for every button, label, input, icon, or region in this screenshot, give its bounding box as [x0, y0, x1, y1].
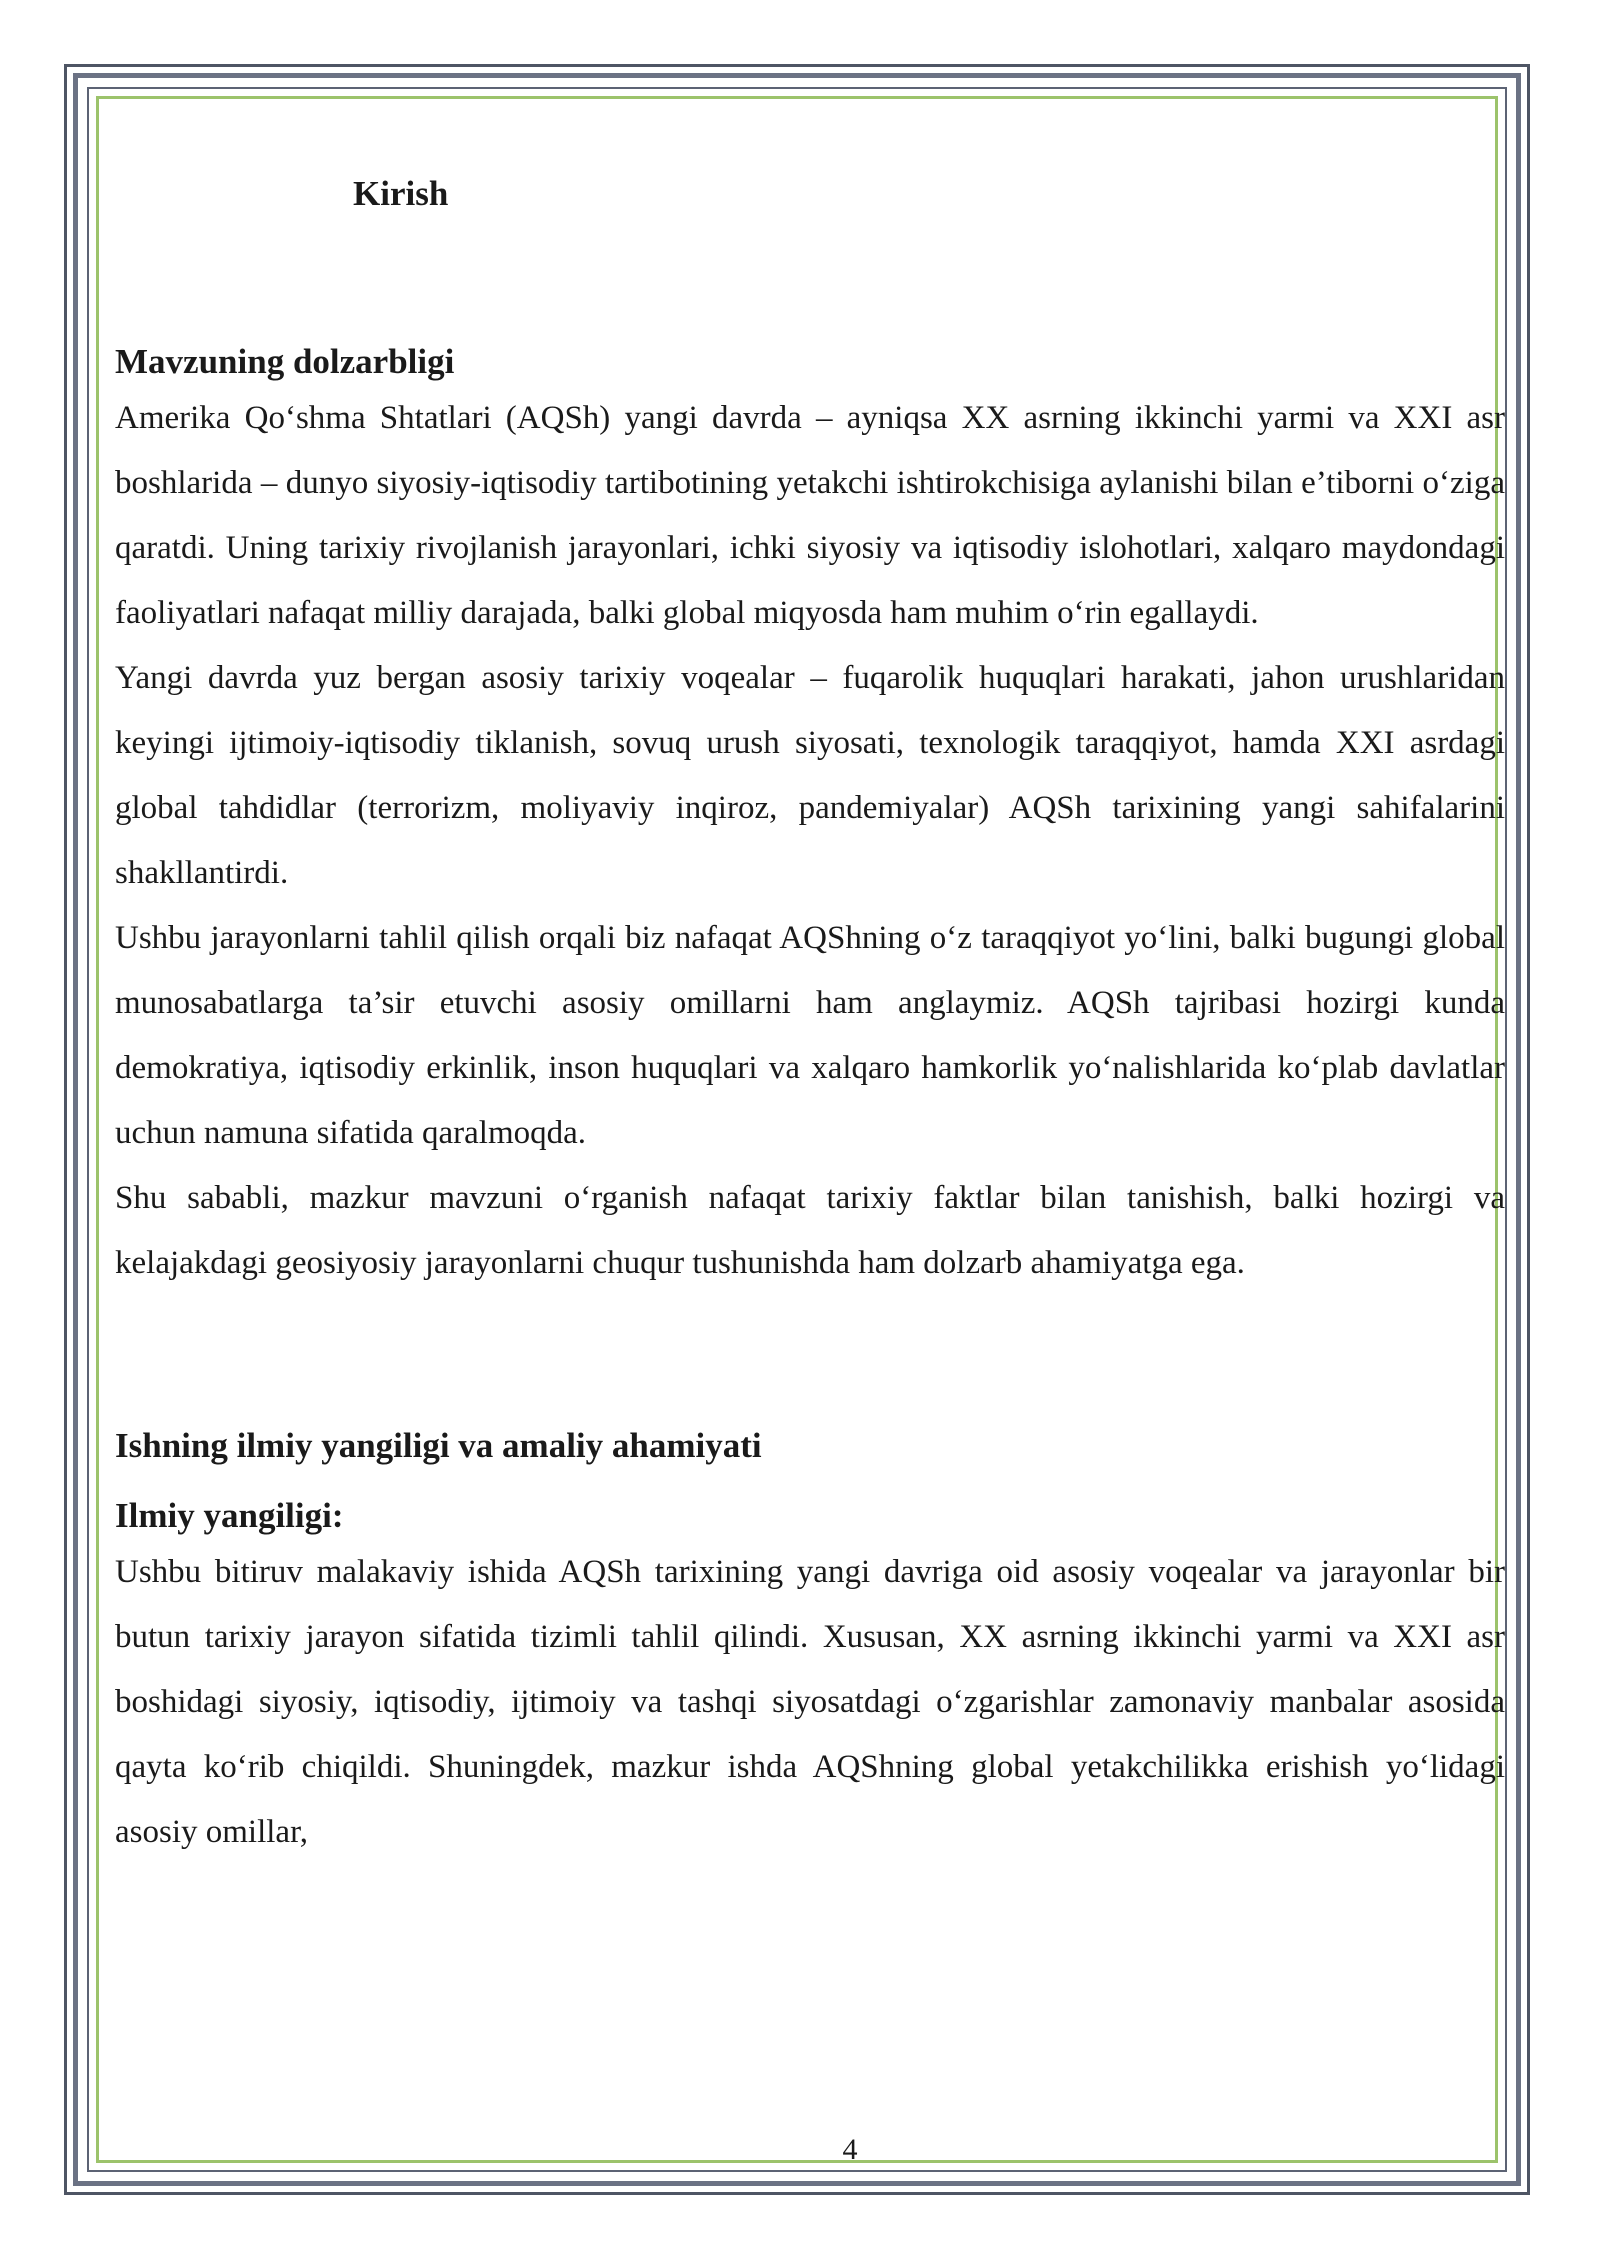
paragraph-relevance-4: Shu sababli, mazkur mavzuni o‘rganish nafaqat tarixiy faktlar bilan tanishish, balki hozirgi va kelajakdagi geosiyosiy jarayonlarni chuqur tushunishda ham dolzarb ahamiyatga ega.	[115, 1180, 1505, 1281]
paragraph-relevance-2: Yangi davrda yuz bergan asosiy tarixiy voqealar – fuqarolik huquqlari harakati, jahon urushlaridan keyingi ijtimoiy-iqtisodiy tiklanish, sovuq urush siyosati, texnologik taraqqiyot, hamda XXI asrdagi global tahdidlar (terrorizm, moliyaviy inqiroz, pandemiyalar) AQSh tarixining yangi sahifalarini shakllantirdi.	[115, 660, 1505, 891]
chapter-title: Kirish	[353, 174, 449, 213]
paragraph-relevance-1: Amerika Qo‘shma Shtatlari (AQSh) yangi davrda – ayniqsa XX asrning ikkinchi yarmi va XXI asr boshlarida – dunyo siyosiy-iqtisodiy tartibotining yetakchi ishtirokchisiga aylanishi bilan e’tiborni o‘ziga qaratdi. Uning tarixiy rivojlanish jarayonlari, ichki siyosiy va iqtisodiy islohotlari, xalqaro maydondagi faoliyatlari nafaqat milliy darajada, balki global miqyosda ham muhim o‘rin egallaydi.	[115, 400, 1505, 631]
subsection-title-scientific-novelty: Ilmiy yangiligi:	[115, 1496, 344, 1535]
paragraph-novelty-1: Ushbu bitiruv malakaviy ishida AQSh tarixining yangi davriga oid asosiy voqealar va jarayonlar bir butun tarixiy jarayon sifatida tizimli tahlil qilindi. Xususan, XX asrning ikkinchi yarmi va XXI asr boshidagi siyosiy, iqtisodiy, ijtimoiy va tashqi siyosatdagi o‘zgarishlar zamonaviy manbalar asosida qayta ko‘rib chiqildi. Shuningdek, mazkur ishda AQShning global yetakchilikka erishish yo‘lidagi asosiy omillar,	[115, 1554, 1505, 1850]
paragraph-relevance-3: Ushbu jarayonlarni tahlil qilish orqali biz nafaqat AQShning o‘z taraqqiyot yo‘lini, balki bugungi global munosabatlarga ta’sir etuvchi asosiy omillarni ham anglaymiz. AQSh tajribasi hozirgi kunda demokratiya, iqtisodiy erkinlik, inson huquqlari va xalqaro hamkorlik yo‘nalishlarida ko‘plab davlatlar uchun namuna sifatida qaralmoqda.	[115, 920, 1505, 1151]
page-number: 4	[842, 2133, 858, 2166]
section-title-novelty: Ishning ilmiy yangiligi va amaliy ahamiyati	[115, 1426, 762, 1465]
document-body	[115, 170, 1505, 1865]
section-title-relevance: Mavzuning dolzarbligi	[115, 342, 455, 381]
